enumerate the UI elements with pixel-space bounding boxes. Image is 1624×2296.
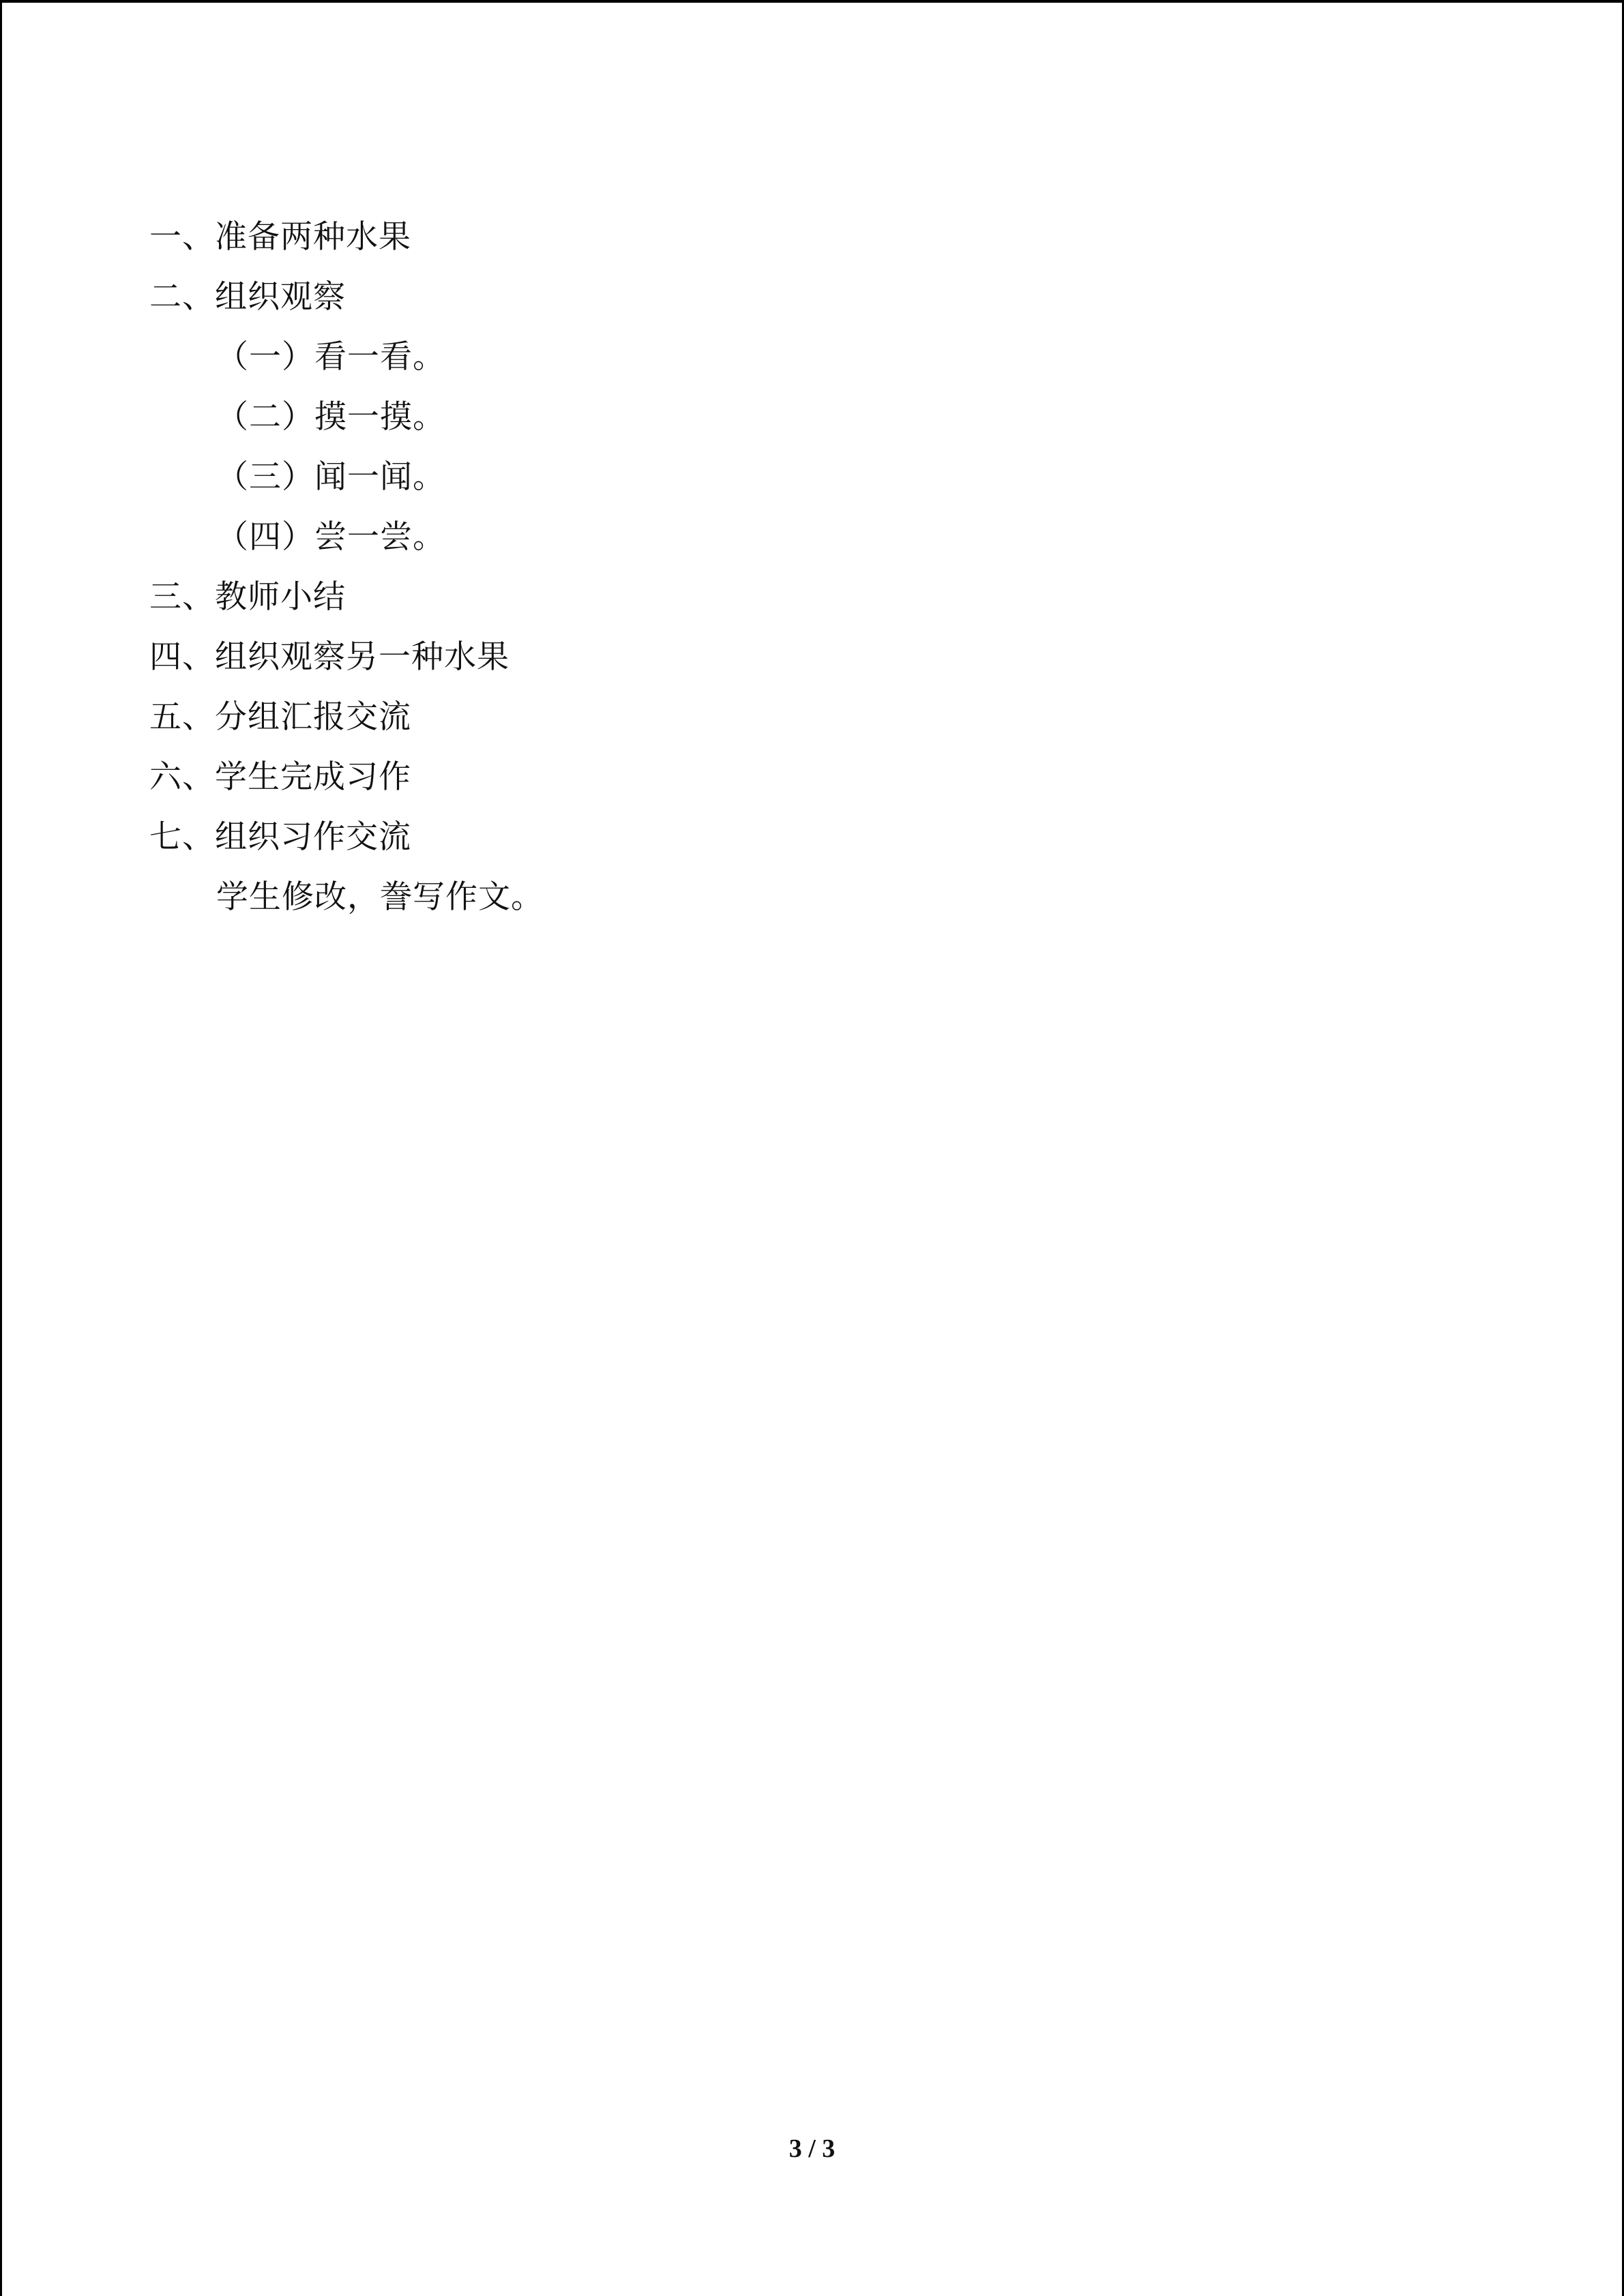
outline-subitem-3: （三）闻一闻。 (216, 458, 445, 496)
outline-item-6: 六、学生完成习作 (149, 758, 411, 796)
outline-subitem-1: （一）看一看。 (216, 338, 445, 376)
outline-list (149, 207, 1445, 927)
outline-item-7: 七、组织习作交流 (149, 818, 411, 856)
outline-subitem-4: （四）尝一尝。 (216, 518, 445, 556)
outline-item-5: 五、分组汇报交流 (149, 698, 411, 736)
outline-item-2: 二、组织观察 (149, 278, 346, 316)
page-number: 3 / 3 (788, 2134, 836, 2163)
outline-item-1: 一、准备两种水果 (149, 218, 411, 256)
outline-item-3: 三、教师小结 (149, 578, 346, 616)
outline-item-4: 四、组织观察另一种水果 (149, 638, 510, 676)
outline-paragraph: 学生修改，誊写作文。 (216, 878, 544, 916)
outline-subitem-2: （二）摸一摸。 (216, 398, 445, 436)
